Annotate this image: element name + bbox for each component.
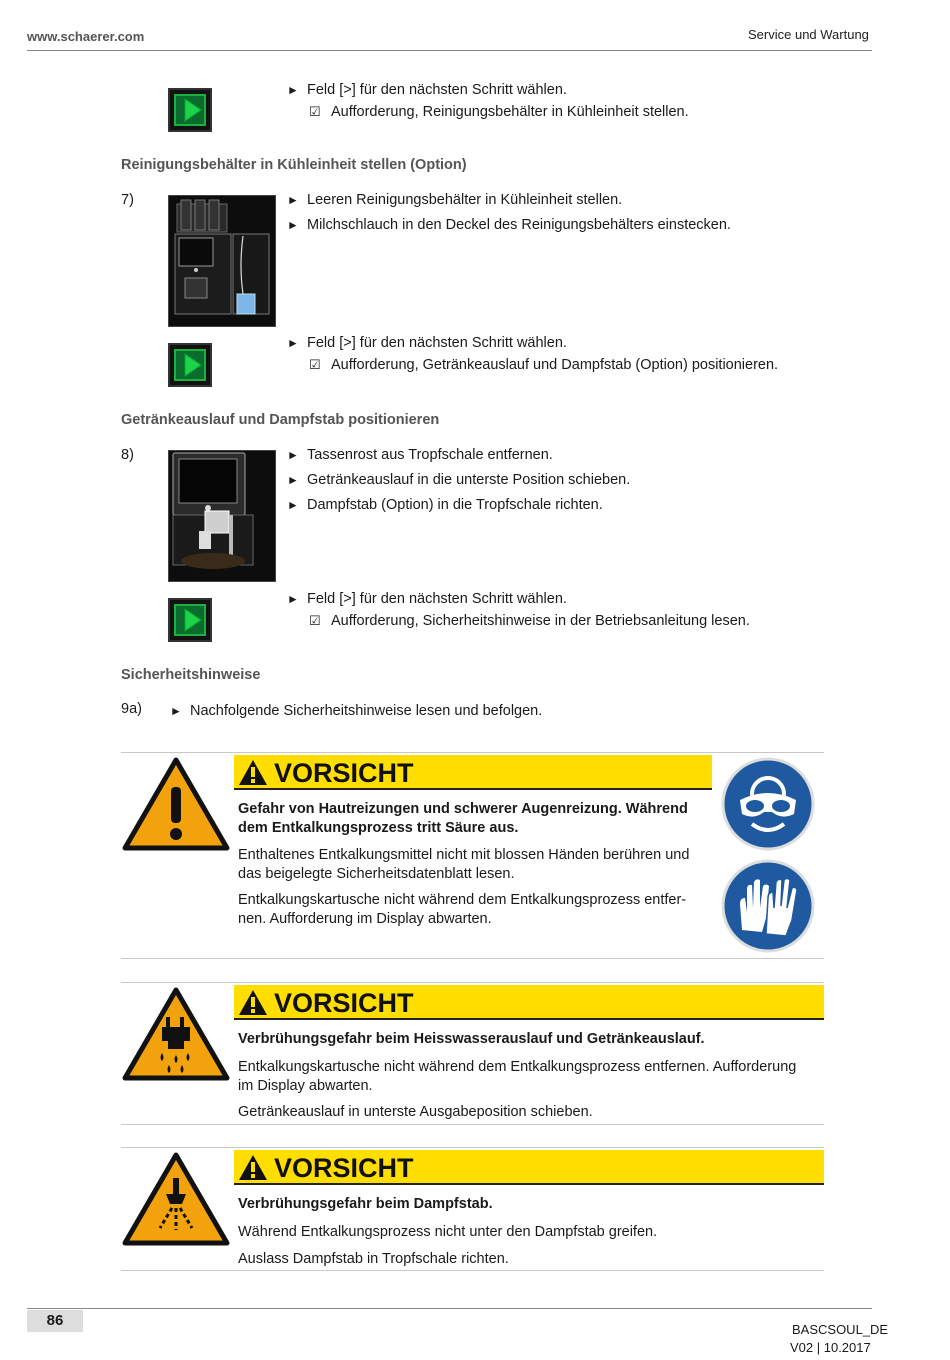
warning-text: Entkalkungskartusche nicht während dem Entkalkungsprozess entfernen. Aufforderung im Display abwarten. [238,1059,797,1094]
section-title: Getränkeauslauf und Dampfstab positionieren [121,412,440,428]
warning-header [234,1150,824,1185]
header-chapter: Service und Wartung [748,27,869,42]
step-line: ► Milchschlauch in den Deckel des Reinigungsbehälters einstecken. [287,217,731,233]
step-line: ► Feld [>] für den nächsten Schritt wählen. [287,335,567,351]
arrow-bullet-icon: ► [287,193,299,207]
eye-protection-icon [720,756,816,852]
warning-header [234,755,712,790]
warning-label: VORSICHT [274,758,414,788]
warning-divider [121,1124,824,1125]
step-number: 9a) [121,701,142,717]
warning-triangle-icon [238,1154,268,1181]
header-website: www.schaerer.com [27,29,145,44]
step-number: 7) [121,192,134,208]
warning-bold-text: Verbrühungsgefahr beim Heisswasserauslauf und Getränkeauslauf. [238,1031,705,1047]
step-line: ► Feld [>] für den nächsten Schritt wählen. [287,591,567,607]
warning-label: VORSICHT [274,1153,414,1183]
arrow-bullet-icon: ► [287,498,299,512]
page-number: 86 [27,1310,83,1332]
arrow-bullet-icon: ► [287,592,299,606]
warning-divider [121,1147,824,1148]
step-line: ► Getränkeauslauf in die unterste Position schieben. [287,472,631,488]
checkbox-checked-icon: ☑ [309,104,321,119]
warning-text: Während Entkalkungsprozess nicht unter den Dampfstab greifen. [238,1224,658,1240]
step-number: 8) [121,447,134,463]
next-button-image [168,598,212,642]
step-line: ► Tassenrost aus Tropfschale entfernen. [287,447,553,463]
checkbox-checked-icon: ☑ [309,613,321,628]
arrow-bullet-icon: ► [287,83,299,97]
warning-bold-text: Verbrühungsgefahr beim Dampfstab. [238,1196,493,1212]
warning-triangle-icon [122,757,230,851]
step-line: ► Feld [>] für den nächsten Schritt wählen. [287,82,567,98]
document-version: V02 | 10.2017 [790,1340,871,1355]
footer-divider [27,1308,872,1309]
result-line: ☑ Aufforderung, Reinigungsbehälter in Kühleinheit stellen. [309,104,689,120]
warning-divider [121,752,824,753]
arrow-bullet-icon: ► [287,448,299,462]
arrow-bullet-icon: ► [170,704,182,718]
document-id: BASCSOUL_DE [792,1322,889,1337]
warning-header [234,985,824,1020]
warning-text: Getränkeauslauf in unterste Ausgabeposition schieben. [238,1104,593,1120]
gloves-icon [720,858,816,954]
warning-bold-text: Gefahr von Hautreizungen und schwerer Augenreizung. Während dem Entkalkungsprozess tritt Säure aus. [238,801,688,836]
warning-divider [121,982,824,983]
warning-text: Auslass Dampfstab in Tropfschale richten. [238,1251,509,1267]
warning-triangle-icon [238,759,268,786]
warning-text: Entkalkungskartusche nicht während dem Entkalkungsprozess entfer- nen. Aufforderung im Display abwarten. [238,892,687,927]
warning-divider [121,958,824,959]
result-line: ☑ Aufforderung, Getränkeauslauf und Dampfstab (Option) positionieren. [309,357,779,373]
coffee-machine-image [168,195,276,327]
hot-steam-icon [122,1152,230,1246]
step-line: ► Dampfstab (Option) in die Tropfschale richten. [287,497,603,513]
next-button-image [168,88,212,132]
header-divider [27,50,872,51]
warning-label: VORSICHT [274,988,414,1018]
coffee-machine-image [168,450,276,582]
step-line: ► Leeren Reinigungsbehälter in Kühleinheit stellen. [287,192,623,208]
next-button-image [168,343,212,387]
arrow-bullet-icon: ► [287,218,299,232]
section-title: Sicherheitshinweise [121,667,261,683]
hot-liquid-icon [122,987,230,1081]
arrow-bullet-icon: ► [287,336,299,350]
arrow-bullet-icon: ► [287,473,299,487]
warning-triangle-icon [238,989,268,1016]
warning-text: Enthaltenes Entkalkungsmittel nicht mit blossen Händen berühren und das beigelegte Sicherheitsdatenblatt lesen. [238,847,690,882]
checkbox-checked-icon: ☑ [309,357,321,372]
warning-divider [121,1270,824,1271]
result-line: ☑ Aufforderung, Sicherheitshinweise in der Betriebsanleitung lesen. [309,613,750,629]
section-title: Reinigungsbehälter in Kühleinheit stellen (Option) [121,157,467,173]
step-line: ► Nachfolgende Sicherheitshinweise lesen und befolgen. [170,703,543,719]
